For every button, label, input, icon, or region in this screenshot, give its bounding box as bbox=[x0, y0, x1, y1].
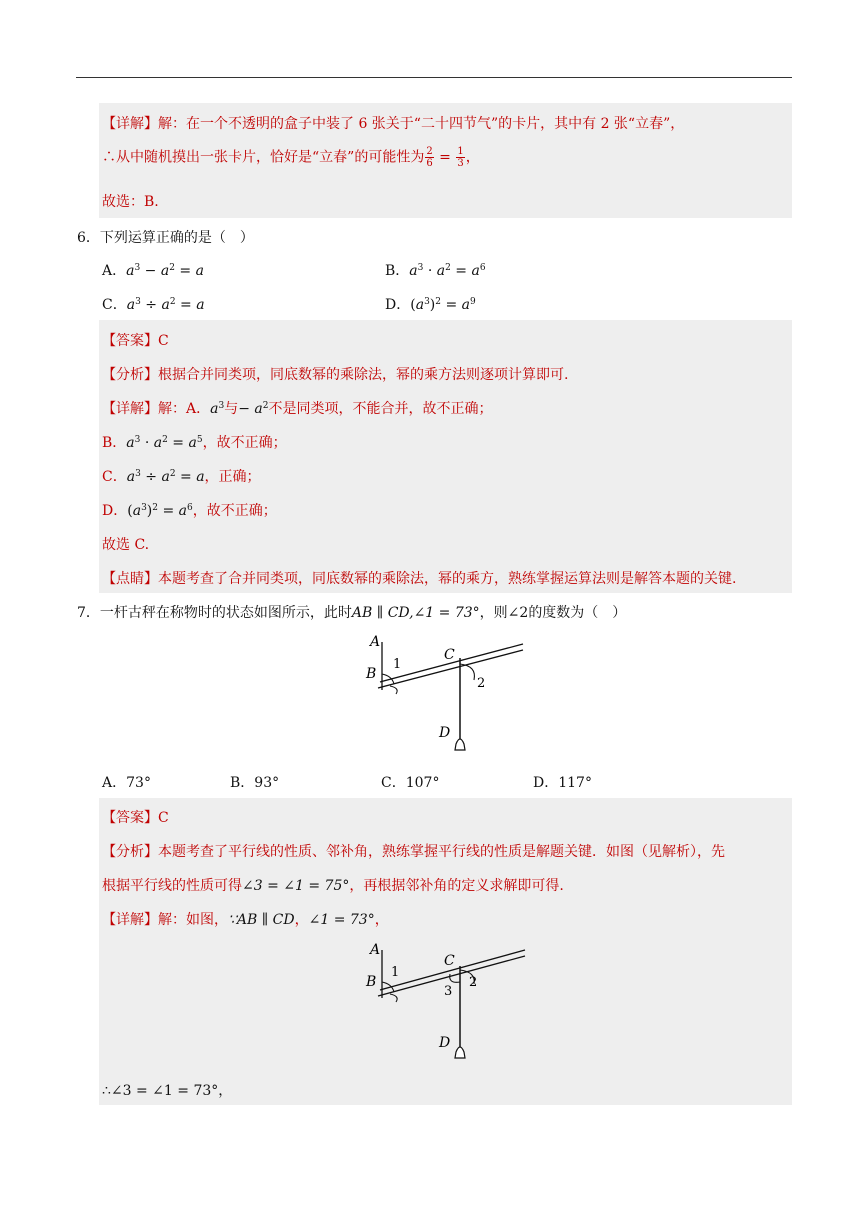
analysis-text: 本题考查了平行线的性质、邻补角，熟练掌握平行线的性质是解题关键．如图（见解析），先 bbox=[158, 844, 725, 860]
detail-mid: ， bbox=[294, 912, 309, 928]
fraction-1-3 bbox=[456, 146, 464, 169]
detail-tag: 【详解】 bbox=[102, 401, 158, 417]
analysis-tag: 【分析】 bbox=[102, 844, 158, 860]
q7-option-d bbox=[533, 772, 592, 792]
punct: ， bbox=[465, 149, 480, 166]
answer-tag: 【答案】 bbox=[102, 810, 158, 826]
question-stem: 下列运算正确的是（ ） bbox=[99, 230, 254, 246]
label-1: 1 bbox=[393, 657, 402, 672]
q7-option-a bbox=[102, 772, 151, 792]
comment-text: 本题考查了合并同类项，同底数幂的乘除法，幂的乘方，熟练掌握运算法则是解答本题的关键. bbox=[158, 571, 737, 587]
detail-label: 解：A． bbox=[158, 401, 211, 417]
detail-suffix: ，正确； bbox=[204, 469, 261, 485]
option-label: A． bbox=[102, 263, 127, 279]
detail-suffix: ， bbox=[374, 912, 389, 928]
answer-value: C bbox=[158, 333, 169, 349]
detail-tag: 【详解】 bbox=[102, 116, 158, 132]
equals: = bbox=[434, 149, 456, 166]
q7-analysis-1 bbox=[102, 841, 725, 861]
q6-option-a: A．$a^3 - a^2 = a$ bbox=[102, 263, 204, 279]
answer-value: C bbox=[158, 810, 169, 826]
analysis-math: ∠3 = ∠1 = 75° bbox=[242, 878, 350, 894]
q7-answer bbox=[102, 807, 169, 827]
q5-detail-line bbox=[102, 113, 684, 133]
q6-choice: 故选 C. bbox=[102, 537, 150, 553]
label-2: 2 bbox=[469, 975, 478, 990]
detail-suffix: 不是同类项，不能合并，故不正确； bbox=[268, 401, 493, 417]
header-rule bbox=[76, 77, 792, 78]
question-stem: 一杆古秤在称物时的状态如图所示，此时 bbox=[99, 605, 352, 621]
question-condition: AB ∥ CD,∠1 = 73° bbox=[351, 605, 480, 621]
q6-detail-c: C．$a^3 \div a^2 = a$，正确； bbox=[102, 469, 261, 485]
frac-num: 1 bbox=[457, 146, 464, 157]
option-value: 73° bbox=[126, 775, 151, 791]
q6-answer bbox=[102, 330, 169, 350]
q6-analysis bbox=[102, 364, 568, 384]
q7-last-line: ∴∠3 = ∠1 = 73°， bbox=[102, 1083, 233, 1099]
q7-figure-solution bbox=[360, 940, 540, 1065]
label-c: C bbox=[444, 647, 455, 663]
detail-suffix: ，故不正确； bbox=[202, 435, 287, 451]
q6-option-d: D．$(a^3)^2 = a^9$ bbox=[385, 297, 476, 313]
label-c: C bbox=[444, 953, 455, 969]
frac-den: 3 bbox=[457, 158, 464, 169]
q6-detail-b: B．$a^3 \cdot a^2 = a^5$，故不正确； bbox=[102, 435, 287, 451]
question-number: 7． bbox=[77, 605, 100, 621]
q6-detail-a: 【详解】解：A．$a^3$与− $a^2$不是同类项，不能合并，故不正确； bbox=[102, 401, 493, 417]
question-stem-mid: ，则 bbox=[479, 605, 508, 621]
label-b: B bbox=[366, 974, 377, 990]
q6-stem bbox=[77, 227, 254, 247]
q5-choice: 故选：B. bbox=[102, 194, 159, 210]
answer-tag: 【答案】 bbox=[102, 333, 158, 349]
detail-suffix: ，故不正确； bbox=[192, 503, 277, 519]
label-1: 1 bbox=[391, 965, 400, 980]
q7-analysis-2 bbox=[102, 875, 564, 895]
comment-tag: 【点睛】 bbox=[102, 571, 158, 587]
detail-label: D． bbox=[102, 503, 128, 519]
detail-label: B． bbox=[102, 435, 127, 451]
detail-label: C． bbox=[102, 469, 127, 485]
analysis-suffix: ，再根据邻补角的定义求解即可得. bbox=[349, 878, 564, 894]
question-angle: ∠2 bbox=[507, 605, 529, 621]
frac-num: 2 bbox=[426, 146, 433, 157]
q7-detail bbox=[102, 909, 389, 929]
detail-text: 解：如图， bbox=[158, 912, 228, 928]
detail-text: 解：在一个不透明的盒子中装了 6 张关于“二十四节气”的卡片，其中有 2 张“立春”， bbox=[158, 116, 685, 132]
option-label: D． bbox=[385, 297, 411, 313]
label-2: 2 bbox=[477, 676, 486, 691]
q7-stem bbox=[77, 602, 626, 622]
label-3: 3 bbox=[444, 984, 453, 999]
analysis-text: 根据合并同类项，同底数幂的乘除法，幂的乘方法则逐项计算即可. bbox=[158, 367, 569, 383]
q7-figure-question bbox=[360, 632, 540, 757]
q6-comment bbox=[102, 568, 736, 588]
q6-option-b: B．$a^3 \cdot a^2 = a^6$ bbox=[385, 263, 486, 279]
detail-mid: 与 bbox=[224, 401, 239, 417]
option-label: C． bbox=[381, 775, 406, 791]
analysis-text: 根据平行线的性质可得 bbox=[102, 878, 242, 894]
question-number: 6． bbox=[77, 230, 100, 246]
probability-text: ∴从中随机摸出一张卡片，恰好是“立春”的可能性为 bbox=[102, 149, 425, 166]
detail-math: ∵AB ∥ CD bbox=[228, 912, 295, 928]
option-label: D． bbox=[533, 775, 559, 791]
label-d: D bbox=[439, 725, 451, 741]
option-label: B． bbox=[230, 775, 255, 791]
q6-detail-d: D．$(a^3)^2 = a^6$，故不正确； bbox=[102, 503, 277, 519]
frac-den: 6 bbox=[426, 158, 433, 169]
option-value: 107° bbox=[405, 775, 440, 791]
option-value: 117° bbox=[558, 775, 592, 791]
q6-solution-block bbox=[99, 320, 792, 593]
q6-option-c: C．$a^3 \div a^2 = a$ bbox=[102, 297, 205, 313]
analysis-tag: 【分析】 bbox=[102, 367, 158, 383]
q7-option-b bbox=[230, 772, 279, 792]
question-stem-end: 的度数为（ ） bbox=[528, 605, 627, 621]
label-a: A bbox=[370, 634, 381, 650]
detail-tag: 【详解】 bbox=[102, 912, 158, 928]
q5-probability-line bbox=[102, 146, 480, 169]
detail-math-2: ∠1 = 73° bbox=[308, 912, 375, 928]
option-label: B． bbox=[385, 263, 410, 279]
label-b: B bbox=[366, 666, 377, 682]
option-value: 93° bbox=[254, 775, 280, 791]
option-label: A． bbox=[102, 775, 127, 791]
q7-option-c bbox=[381, 772, 439, 792]
label-a: A bbox=[370, 942, 381, 958]
option-label: C． bbox=[102, 297, 127, 313]
label-d: D bbox=[439, 1035, 451, 1051]
fraction-2-6 bbox=[425, 146, 433, 169]
